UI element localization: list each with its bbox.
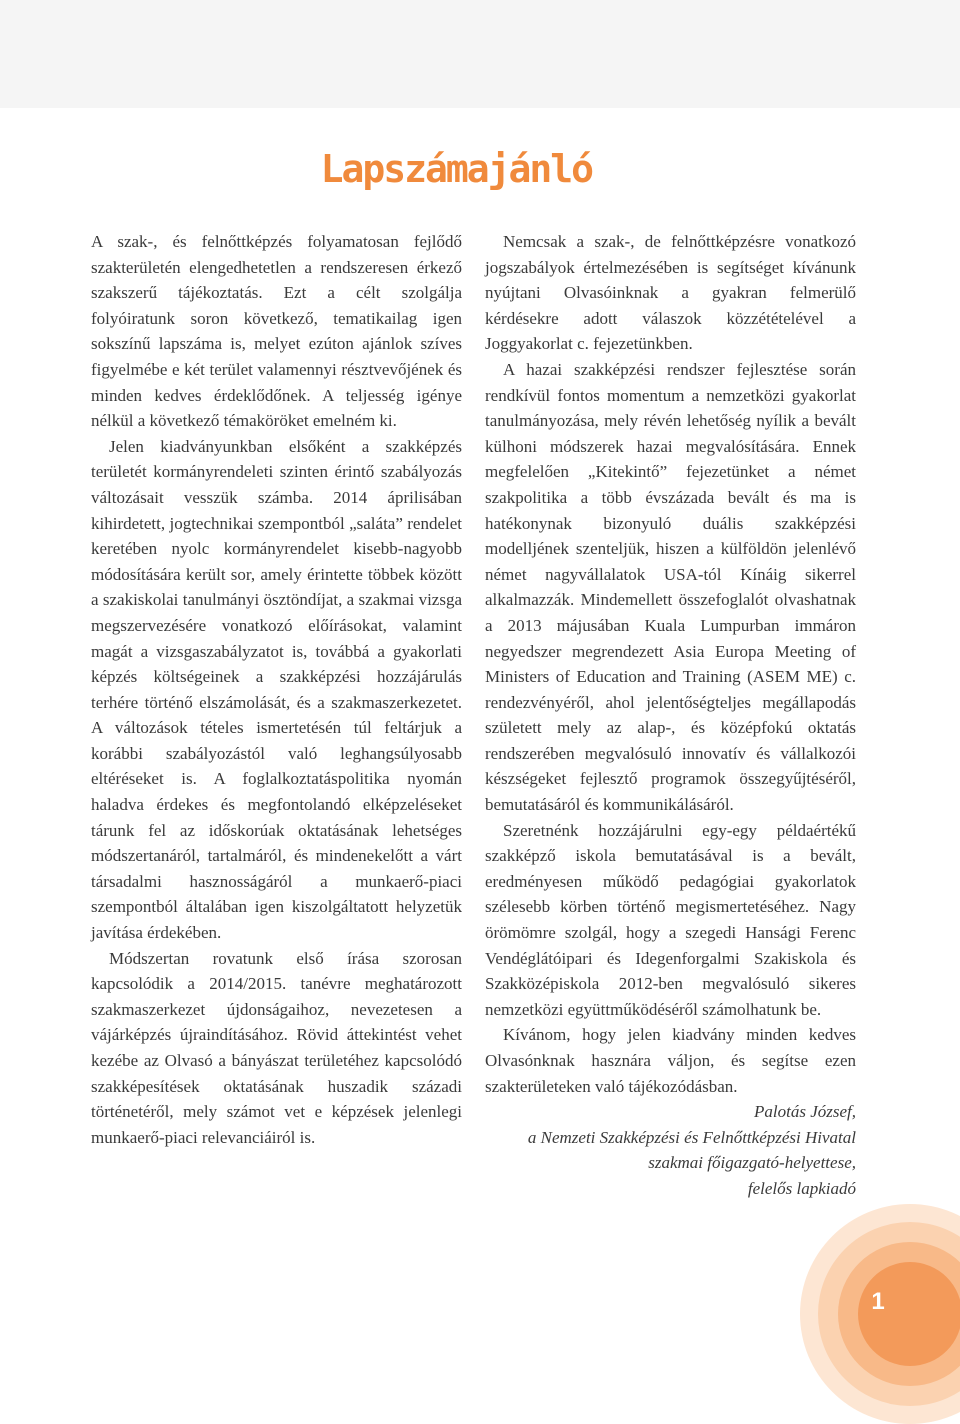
paragraph: A szak-, és felnőttképzés folyamatosan fejlődő szakterületén elengedhetetlen a rendszeresen érkező szakszerű tájékoztatás. Ezt a célt szolgálja folyóiratunk soron következő, tematikailag igen sokszínű lapszáma is, melyet ezúton ajánlok szíves figyelmébe e két terület valamennyi résztvevőjének és minden kedves érdeklődőnek. A teljesség igénye nélkül a következő témaköröket emelném ki.	[91, 232, 462, 431]
paragraph: Jelen kiadványunkban elsőként a szakképzés területét kormányrendeleti szinten érintő szabályozás változásait vesszük számba. 2014 áprilisában kihirdetett, jogtechnikai szempontból „saláta” rendelet keretében nyolc kormányrendelet kisebb-nagyobb módosítására került sor, amely érintette többek között a szakiskolai tanulmányi ösztöndíjat, a szakmai vizsga megszervezésére vonatkozó előírásokat, valamint magát a vizsgaszabályzatot is, továbbá a gyakorlati képzés költségeinek a szakképzési hozzájárulás terhére történő elszámolását, és a szakmaszerkezetet. A változások tételes ismertetésén túl feltárjuk a korábbi szabályozástól való leghangsúlyosabb eltéréseket is. A foglalkoztatáspolitika nyomán haladva érdekes és megfontolandó elképzeléseket tárunk fel az időskorúak oktatásának lehetséges módszertanáról, tartalmáról, és mindenekelőtt a várt társadalmi hasznosságáról a munkaerő-piaci szempontból általában igen kiszolgáltatott helyzetük javítása érdekében.	[91, 436, 462, 943]
signature-institution: a Nemzeti Szakképzési és Felnőttképzési Hivatal	[527, 1127, 856, 1147]
paragraph: Szeretnénk hozzájárulni egy-egy példaértékű szakképző iskola bemutatásával is a bevált, eredményesen működő pedagógiai gyakorlatok szélesebb körben történő megismertetéséhez. Nagy örömömre szolgál, hogy a szegedi Hansági Ferenc Vendéglátóipari és Idegenforgalmi Szakiskola és Szakközépiskola 2012-ben megvalósuló sikeres nemzetközi együttműködéséről számolhatunk be.	[485, 820, 856, 1019]
left-column	[91, 229, 462, 1150]
page-number: 1	[871, 1288, 885, 1315]
signature-role: szakmai főigazgató-helyettese,	[648, 1153, 856, 1173]
page-title: Lapszámajánló	[320, 147, 592, 191]
signature-name: Palotás József,	[754, 1102, 856, 1122]
right-column	[485, 229, 856, 1202]
paragraph: A hazai szakképzési rendszer fejlesztése során rendkívül fontos momentum a nemzetközi gyakorlat tanulmányozása, mely révén lehetőség nyílik a bevált külhoni módszerek hazai megvalósítására. Ennek megfelelően „Kitekintő” fejezetünket a német szakpolitika a több évszázada bevált és ma is hatékonynak bizonyuló duális szakképzési modelljének szenteljük, hiszen a külföldön jelenlévő német nagyvállalatok USA-tól Kínáig sikerrel alkalmazzák. Mindemellett összefoglalót olvashatnak a 2013 májusában Kuala Lumpurban immáron negyedszer megrendezett Asia Europa Meeting of Ministers of Education and Training (ASEM ME) c. rendezvényéről, ahol jelentőségteljes megállapodás született mely az alap-, és középfokú oktatás rendszerében megvalósuló innovatív és vállalkozói készségeket fejlesztő programok összegyűjtéséről, bemutatásáról és kommunikálásáról.	[485, 359, 856, 815]
paragraph: Módszertan rovatunk első írása szorosan kapcsolódik a 2014/2015. tanévre meghatározott szakmaszerkezet újdonságaihoz, nevezetesen a vájárképzés újraindításához. Rövid áttekintést vehet kezébe az Olvasó a bányászat területéhez kapcsolódó szakképesítések oktatásának huszadik századi történetéről, mely számot vet e képzések jelenlegi munkaerő-piaci relevanciáiról is.	[91, 948, 462, 1147]
top-band	[0, 0, 960, 108]
paragraph: Kívánom, hogy jelen kiadvány minden kedves Olvasónknak hasznára váljon, és segítse ezen szakterületeken való tájékozódásban.	[485, 1025, 856, 1096]
paragraph: Nemcsak a szak-, de felnőttképzésre vonatkozó jogszabályok értelmezésében is segítséget kívánunk nyújtani Olvasóinknak a gyakran felmerülő kérdésekre adott válaszok közzétételével a Joggyakorlat c. fejezetünkben.	[485, 232, 856, 354]
signature-role-2: felelős lapkiadó	[747, 1178, 856, 1198]
signature-block	[485, 1099, 856, 1201]
